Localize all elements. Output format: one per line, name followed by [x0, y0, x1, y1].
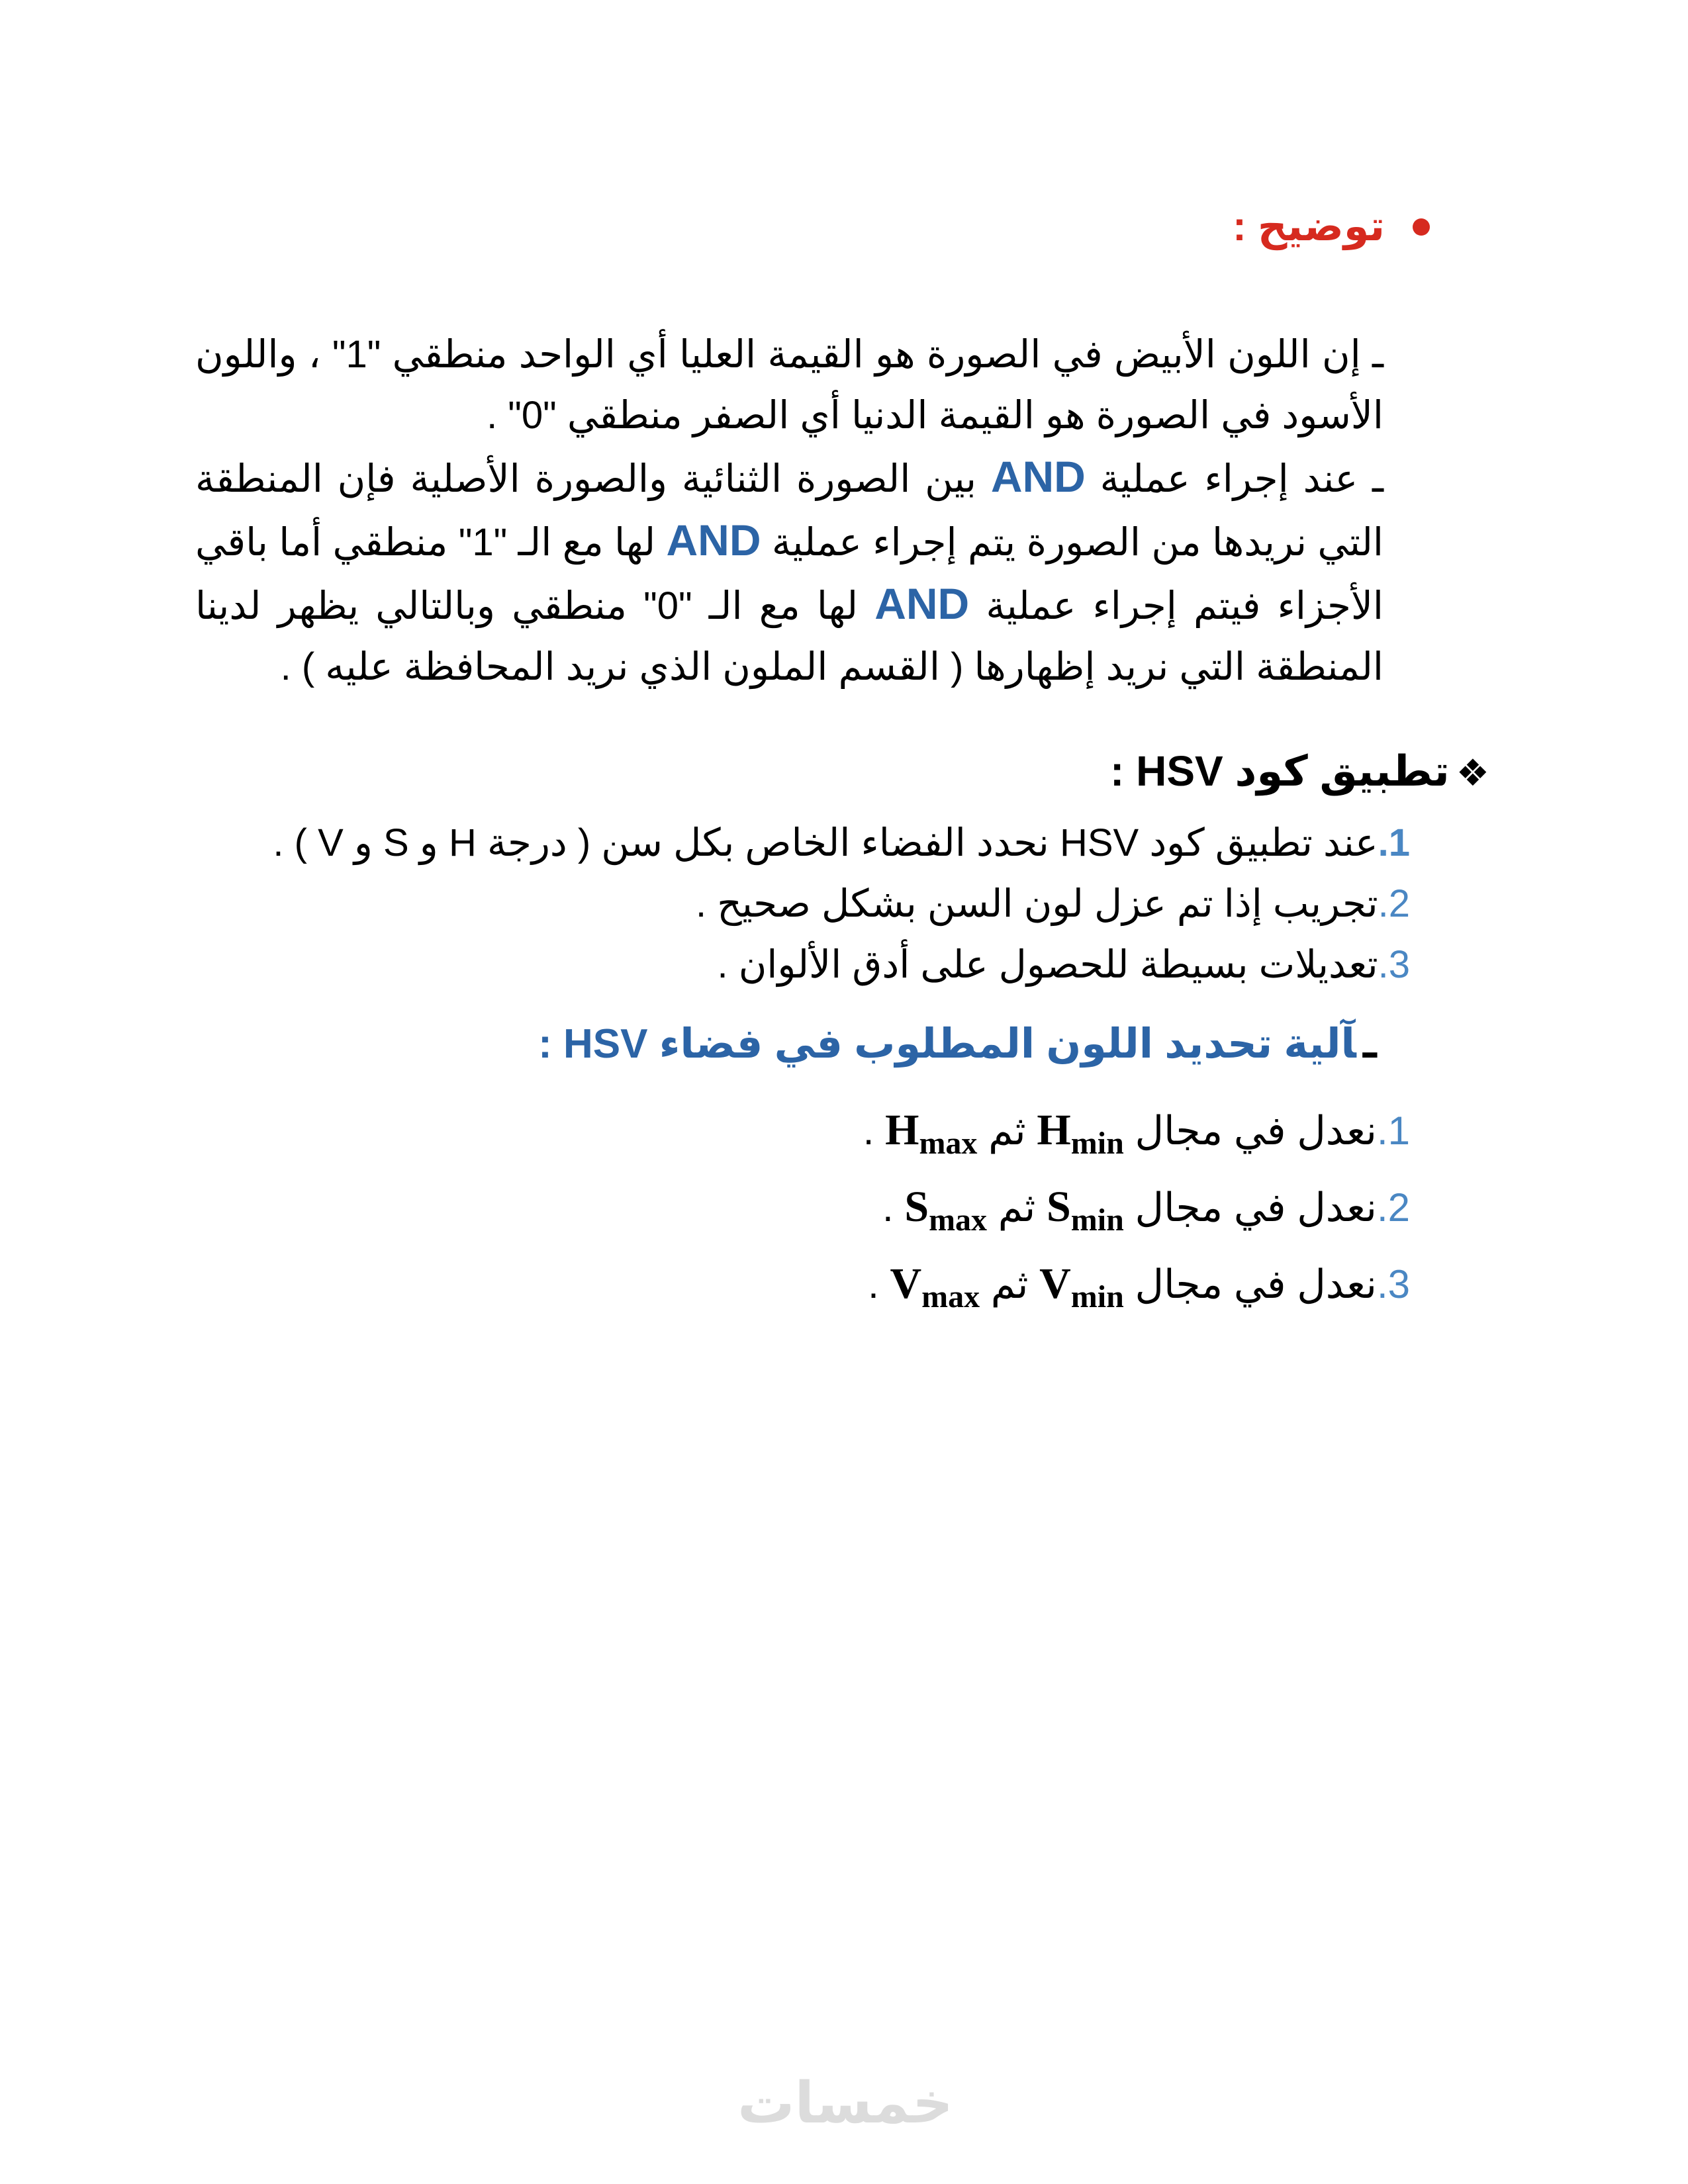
variable-letter: H: [885, 1106, 919, 1154]
variable-min: [1047, 1183, 1124, 1238]
list-text: تعديلات بسيطة للحصول على أدق الألوان .: [717, 943, 1378, 986]
and-keyword: AND: [874, 579, 970, 628]
list-item: [863, 1175, 1410, 1252]
list-number: 1.: [1376, 1109, 1410, 1153]
explain-heading: [1233, 202, 1430, 250]
variable-max: [885, 1106, 978, 1161]
list-item: [863, 1099, 1410, 1175]
list-text: تجريب إذا تم عزل لون السن بشكل صحيح .: [695, 882, 1378, 925]
text-segment: بين الصورة الثنائية والصورة الأصلية فإن المنطقة التي نريدها من الصورة يتم إجراء عملية: [195, 457, 1384, 564]
subscript-min: min: [1070, 1203, 1124, 1238]
list-text: عند تطبيق كود HSV نحدد الفضاء الخاص بكل سن ( درجة H و S و V ) .: [273, 821, 1378, 864]
and-keyword: AND: [666, 516, 761, 565]
text-segment: لها مع الـ "0" منطقي وبالتالي يظهر لدينا المنطقة التي نريد إظهارها ( القسم الملون الذي نريد المحافظة عليه ) .: [195, 584, 1383, 688]
then-word: ثم: [990, 1262, 1029, 1306]
variable-max: [904, 1183, 988, 1238]
list-item: [273, 813, 1410, 874]
dash-bullet: ـ: [1362, 1021, 1377, 1067]
variable-letter: H: [1037, 1106, 1071, 1154]
diamond-bullet-icon: ❖: [1456, 752, 1489, 794]
hsv-heading: [1110, 747, 1489, 796]
variable-min: [1039, 1259, 1124, 1314]
variable-letter: V: [890, 1259, 922, 1308]
list-number: 3.: [1376, 1262, 1410, 1306]
and-keyword: AND: [990, 452, 1086, 501]
mechanism-list: [863, 1099, 1410, 1329]
variable-letter: V: [1039, 1259, 1071, 1308]
mechanism-heading-text: آلية تحديد اللون المطلوب في فضاء HSV :: [538, 1021, 1356, 1067]
paragraph-and-operation: [195, 446, 1383, 698]
text-segment: ـ عند إجراء عملية: [1085, 457, 1383, 500]
list-text: نعدل في مجال: [1135, 1262, 1377, 1306]
variable-max: [890, 1259, 980, 1314]
variable-letter: S: [1047, 1183, 1071, 1231]
list-number: 3.: [1378, 943, 1410, 986]
mechanism-heading: [538, 1019, 1377, 1068]
list-item: [273, 874, 1410, 934]
variable-letter: S: [904, 1183, 929, 1231]
list-number: 2.: [1378, 882, 1410, 925]
list-item: [863, 1252, 1410, 1329]
paragraph-white-black: ـ إن اللون الأبيض في الصورة هو القيمة العليا أي الواحد منطقي "1" ، واللون الأسود في الصورة هو القيمة الدنيا أي الصفر منطقي "0" .: [195, 333, 1383, 437]
list-text: نعدل في مجال: [1135, 1185, 1377, 1230]
then-word: ثم: [998, 1185, 1036, 1230]
bullet-dot-icon: [1413, 218, 1430, 236]
subscript-max: max: [919, 1126, 978, 1161]
period: .: [863, 1109, 874, 1153]
hsv-heading-text: تطبيق كود HSV :: [1110, 747, 1450, 795]
subscript-min: min: [1070, 1279, 1124, 1314]
hsv-steps-list: [273, 813, 1410, 995]
period: .: [868, 1262, 879, 1306]
explain-paragraph: [195, 324, 1383, 698]
subscript-max: max: [929, 1203, 988, 1238]
subscript-max: max: [921, 1279, 980, 1314]
variable-min: [1037, 1106, 1124, 1161]
subscript-min: min: [1070, 1126, 1124, 1161]
text-segment: لها مع الـ "1" منطقي أما باقي الأجزاء فيتم إجراء عملية: [195, 521, 1384, 627]
list-text: نعدل في مجال: [1135, 1109, 1377, 1153]
watermark-logo: خمسات: [737, 2071, 953, 2135]
list-number: 1.: [1378, 821, 1410, 864]
list-item: [273, 934, 1410, 995]
explain-heading-text: توضيح :: [1233, 204, 1385, 250]
list-number: 2.: [1376, 1185, 1410, 1230]
then-word: ثم: [988, 1109, 1026, 1153]
period: .: [882, 1185, 894, 1230]
